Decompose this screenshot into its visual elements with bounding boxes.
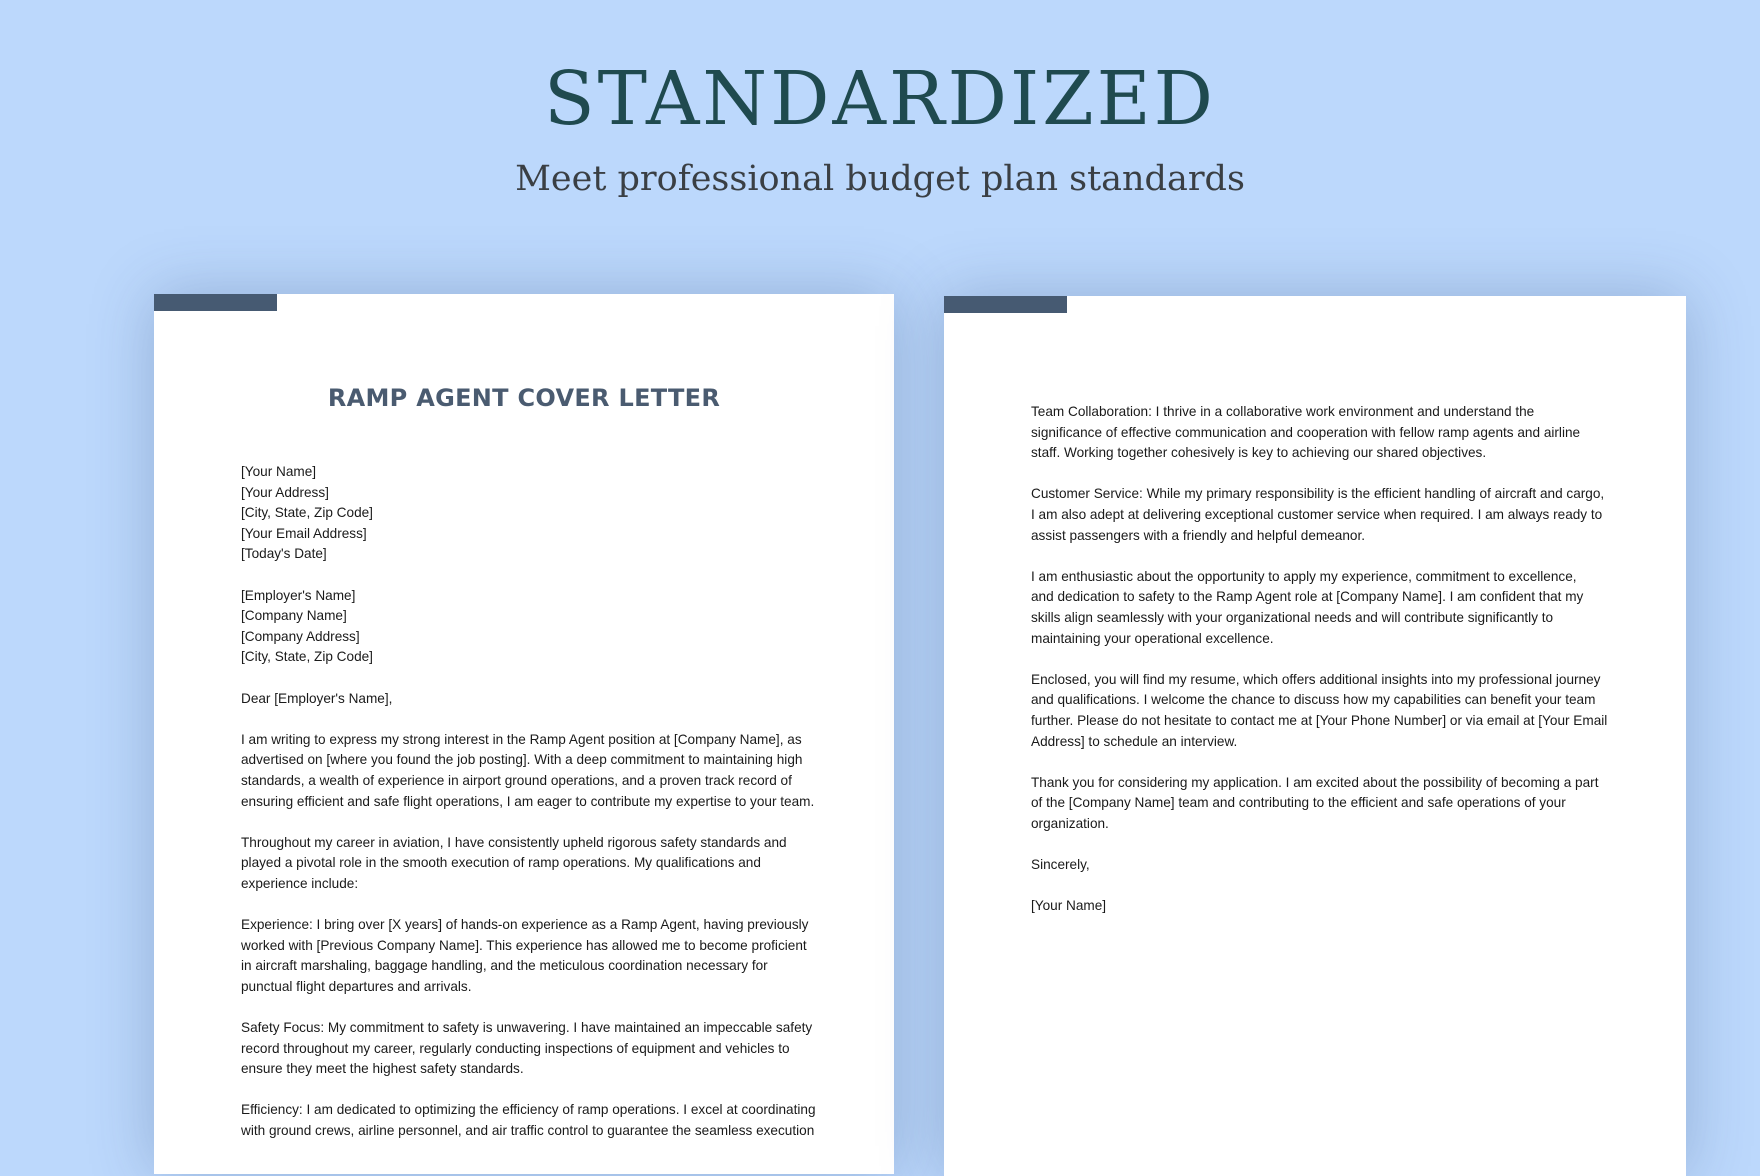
letter-paragraph (1031, 670, 1606, 752)
letter-line: with ground crews, airline personnel, and air traffic control to guarantee the seamless execution (241, 1123, 815, 1138)
letter-paragraph (241, 462, 811, 565)
letter-line: organization. (1031, 815, 1109, 831)
letter-line: and dedication to safety to the Ramp Agent role at [Company Name]. I am confident that my (1031, 589, 1584, 605)
letter-line: [City, State, Zip Code] (241, 505, 373, 521)
letter-line: I am enthusiastic about the opportunity to apply my experience, commitment to excellence, (1031, 568, 1577, 584)
letter-line: of the [Company Name] team and contributing to the efficient and safe operations of your (1031, 795, 1566, 811)
page-header-accent-bar (154, 294, 277, 311)
letter-line: Enclosed, you will find my resume, which offers additional insights into my professional journey (1031, 671, 1601, 687)
letter-line: experience include: (241, 875, 359, 891)
letter-line: Sincerely, (1031, 857, 1090, 873)
letter-paragraph (241, 586, 811, 668)
letter-paragraph (241, 1100, 816, 1141)
letter-paragraph (241, 730, 815, 812)
letter-line: [Company Address] (241, 628, 360, 644)
letter-paragraph (1031, 484, 1606, 546)
letter-line: [Your Address] (241, 484, 329, 500)
letter-line: assist passengers with a friendly and helpful demeanor. (1031, 527, 1365, 543)
letter-body-right (1031, 402, 1606, 917)
hero-subtitle: Meet professional budget plan standards (515, 159, 1245, 199)
letter-line: significance of effective communication and cooperation with fellow ramp agents and airline (1031, 424, 1581, 440)
letter-line: Thank you for considering my application. I am excited about the possibility of becoming a part (1031, 774, 1599, 790)
letter-line: in aircraft marshaling, baggage handling, and the meticulous coordination necessary for (241, 958, 768, 974)
letter-line: Experience: I bring over [X years] of hands-on experience as a Ramp Agent, having previously (241, 917, 809, 933)
letter-line: played a pivotal role in the smooth execution of ramp operations. My qualifications and (241, 855, 761, 871)
letter-line: skills align seamlessly with your organizational needs and will contribute significantly to (1031, 609, 1554, 625)
letter-paragraph (1031, 896, 1606, 917)
letter-line: Efficiency: I am dedicated to optimizing the efficiency of ramp operations. I excel at coordinating (241, 1102, 816, 1118)
letter-line: I am writing to express my strong interest in the Ramp Agent position at [Company Name], as (241, 731, 802, 747)
letter-line: worked with [Previous Company Name]. This experience has allowed me to become proficient (241, 937, 807, 953)
letter-paragraph (1031, 567, 1606, 649)
letter-line: advertised on [where you found the job posting]. With a deep commitment to maintaining high (241, 752, 803, 768)
letter-line: and qualifications. I welcome the chance to discuss how my capabilities can benefit your team (1031, 692, 1596, 708)
letter-paragraph (1031, 855, 1606, 876)
letter-title: RAMP AGENT COVER LETTER (327, 384, 721, 412)
letter-line: punctual flight departures and arrivals. (241, 978, 472, 994)
letter-line: [Company Name] (241, 608, 347, 624)
letter-line: Safety Focus: My commitment to safety is unwavering. I have maintained an impeccable safety (241, 1020, 813, 1036)
letter-body-left (241, 462, 816, 1142)
letter-line: further. Please do not hesitate to contact me at [Your Phone Number] or via email at [Your Email (1031, 712, 1608, 728)
letter-paragraph (241, 833, 811, 895)
letter-line: maintaining your operational excellence. (1031, 630, 1274, 646)
letter-line: Dear [Employer's Name], (241, 690, 393, 706)
letter-paragraph (1031, 402, 1606, 464)
letter-line: [City, State, Zip Code] (241, 649, 373, 665)
letter-line: Customer Service: While my primary responsibility is the efficient handling of aircraft and cargo, (1031, 486, 1605, 502)
letter-line: standards, a wealth of experience in airport ground operations, and a proven track record of (241, 772, 792, 788)
letter-line: [Employer's Name] (241, 587, 356, 603)
page-header-accent-bar (944, 296, 1067, 313)
letter-line: ensure they meet the highest safety standards. (241, 1061, 524, 1077)
letter-paragraph (241, 915, 811, 997)
hero-title: STANDARDIZED (543, 56, 1216, 142)
letter-line: ensuring efficient and safe flight operations, I am eager to contribute my expertise to your team. (241, 793, 815, 809)
letter-line: staff. Working together cohesively is key to achieving our shared objectives. (1031, 445, 1487, 461)
letter-line: [Your Email Address] (241, 525, 367, 541)
letter-paragraph (241, 1018, 811, 1080)
letter-line: I am also adept at delivering exceptional customer service when required. I am always ready to (1031, 506, 1603, 522)
letter-line: [Today's Date] (241, 546, 327, 562)
letter-line: [Your Name] (1031, 898, 1107, 914)
letter-line: [Your Name] (241, 464, 317, 479)
letter-line: Team Collaboration: I thrive in a collaborative work environment and understand the (1031, 404, 1535, 419)
letter-line: Address] to schedule an interview. (1031, 733, 1238, 749)
document-page-right (944, 296, 1686, 1176)
letter-line: Throughout my career in aviation, I have consistently upheld rigorous safety standards and (241, 834, 787, 850)
letter-paragraph (241, 689, 811, 710)
document-page-left (154, 294, 894, 1174)
letter-line: record throughout my career, regularly conducting inspections of equipment and vehicles to (241, 1040, 790, 1056)
letter-paragraph (1031, 773, 1606, 835)
